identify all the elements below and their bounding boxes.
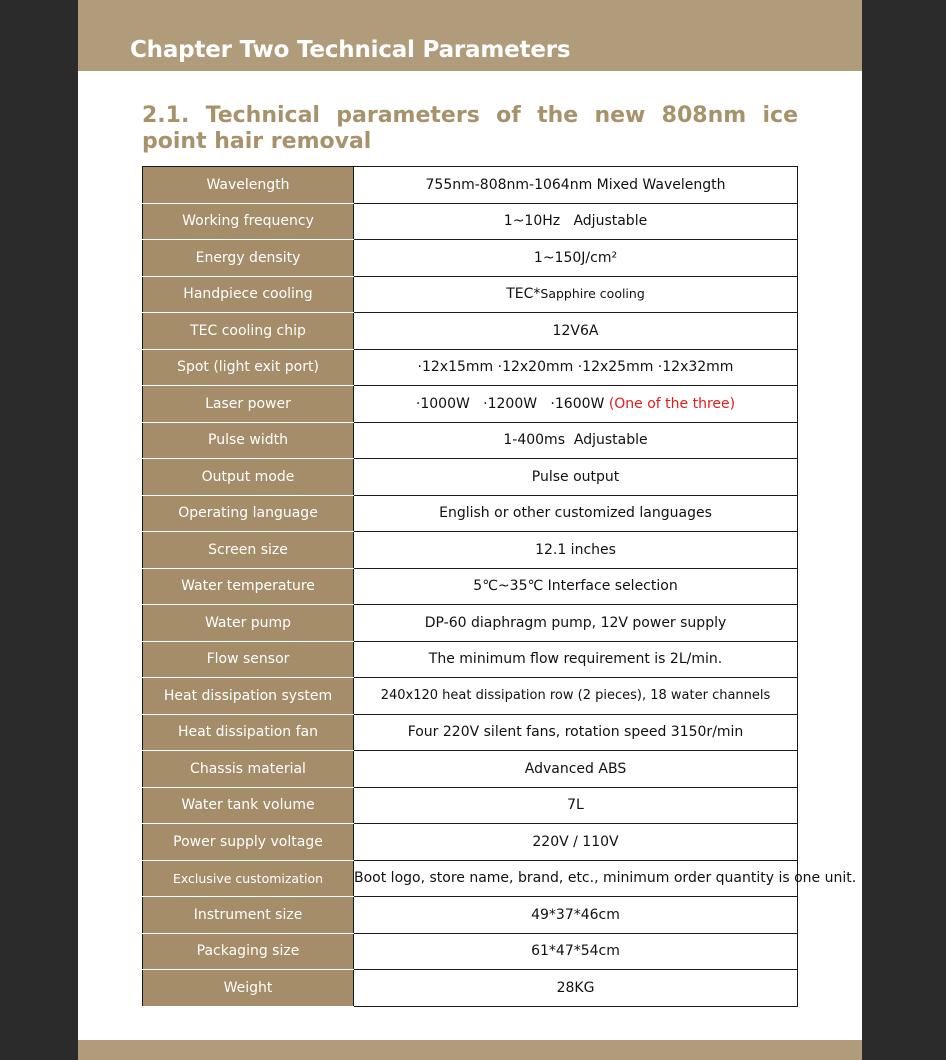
parameter-label: Water tank volume bbox=[143, 787, 354, 824]
table-row bbox=[143, 860, 798, 897]
table-row bbox=[143, 933, 798, 970]
parameter-value: 12V6A bbox=[354, 313, 798, 350]
table-row bbox=[143, 714, 798, 751]
parameter-value-note: (One of the three) bbox=[608, 395, 736, 412]
parameter-label: Pulse width bbox=[143, 422, 354, 459]
parameter-value: 1~150J/cm² bbox=[354, 240, 798, 277]
table-row bbox=[143, 751, 798, 788]
parameter-label: Instrument size bbox=[143, 897, 354, 934]
parameter-value: 240x120 heat dissipation row (2 pieces), 18 water channels bbox=[354, 678, 798, 715]
parameter-value: 49*37*46cm bbox=[354, 897, 798, 934]
parameter-label: Wavelength bbox=[143, 167, 354, 204]
parameter-value: 7L bbox=[354, 787, 798, 824]
parameter-label: Output mode bbox=[143, 459, 354, 496]
parameter-label: Heat dissipation fan bbox=[143, 714, 354, 751]
chapter-title: Chapter Two Technical Parameters bbox=[130, 37, 571, 63]
table-row bbox=[143, 678, 798, 715]
parameter-value: English or other customized languages bbox=[354, 495, 798, 532]
parameter-value: Pulse output bbox=[354, 459, 798, 496]
table-row bbox=[143, 787, 798, 824]
parameter-label: Heat dissipation system bbox=[143, 678, 354, 715]
parameter-label: Laser power bbox=[143, 386, 354, 423]
parameter-value bbox=[354, 276, 798, 313]
parameter-value: The minimum flow requirement is 2L/min. bbox=[354, 641, 798, 678]
table-row bbox=[143, 495, 798, 532]
parameter-label: Energy density bbox=[143, 240, 354, 277]
parameter-label: Spot (light exit port) bbox=[143, 349, 354, 386]
section-title: 2.1. Technical parameters of the new 808nm ice point hair removal bbox=[142, 103, 798, 154]
chapter-header-band bbox=[78, 0, 862, 71]
table-row bbox=[143, 532, 798, 569]
table-row bbox=[143, 422, 798, 459]
table-row bbox=[143, 459, 798, 496]
parameter-value: 61*47*54cm bbox=[354, 933, 798, 970]
parameter-value: 12.1 inches bbox=[354, 532, 798, 569]
parameter-label: Packaging size bbox=[143, 933, 354, 970]
parameter-label: Flow sensor bbox=[143, 641, 354, 678]
parameter-value: 5℃~35℃ Interface selection bbox=[354, 568, 798, 605]
table-row bbox=[143, 349, 798, 386]
parameter-label: Exclusive customization bbox=[143, 860, 354, 897]
parameter-value: DP-60 diaphragm pump, 12V power supply bbox=[354, 605, 798, 642]
table-row bbox=[143, 897, 798, 934]
table-row bbox=[143, 240, 798, 277]
parameter-value-part: TEC* bbox=[506, 286, 541, 303]
table-row bbox=[143, 276, 798, 313]
parameter-value: Boot logo, store name, brand, etc., minimum order quantity is one unit. bbox=[354, 860, 798, 897]
table-row bbox=[143, 167, 798, 204]
table-row bbox=[143, 605, 798, 642]
parameter-label: Weight bbox=[143, 970, 354, 1007]
parameter-value-part: Sapphire cooling bbox=[540, 286, 645, 302]
table-row bbox=[143, 386, 798, 423]
parameter-label: Handpiece cooling bbox=[143, 276, 354, 313]
parameter-label: Operating language bbox=[143, 495, 354, 532]
parameter-value: 28KG bbox=[354, 970, 798, 1007]
footer-band bbox=[78, 1040, 862, 1060]
parameter-label: Water temperature bbox=[143, 568, 354, 605]
parameter-label: Power supply voltage bbox=[143, 824, 354, 861]
parameter-value: Four 220V silent fans, rotation speed 3150r/min bbox=[354, 714, 798, 751]
parameter-value: ·12x15mm ·12x20mm ·12x25mm ·12x32mm bbox=[354, 349, 798, 386]
technical-parameters-table bbox=[142, 166, 857, 1007]
parameter-label: Chassis material bbox=[143, 751, 354, 788]
table-row bbox=[143, 203, 798, 240]
parameter-label: Water pump bbox=[143, 605, 354, 642]
parameter-value: 755nm-808nm-1064nm Mixed Wavelength bbox=[354, 167, 798, 204]
table-row bbox=[143, 313, 798, 350]
parameter-value: 1-400ms Adjustable bbox=[354, 422, 798, 459]
table-row bbox=[143, 970, 798, 1007]
table-row bbox=[143, 824, 798, 861]
parameter-value bbox=[354, 386, 798, 423]
parameter-value-part: ·1000W ·1200W ·1600W bbox=[415, 395, 609, 412]
parameter-value: 1~10Hz Adjustable bbox=[354, 203, 798, 240]
parameter-label: Screen size bbox=[143, 532, 354, 569]
parameter-label: TEC cooling chip bbox=[143, 313, 354, 350]
parameter-value: 220V / 110V bbox=[354, 824, 798, 861]
table-row bbox=[143, 568, 798, 605]
parameter-value: Advanced ABS bbox=[354, 751, 798, 788]
document-page bbox=[78, 0, 862, 1060]
table-row bbox=[143, 641, 798, 678]
parameter-label: Working frequency bbox=[143, 203, 354, 240]
